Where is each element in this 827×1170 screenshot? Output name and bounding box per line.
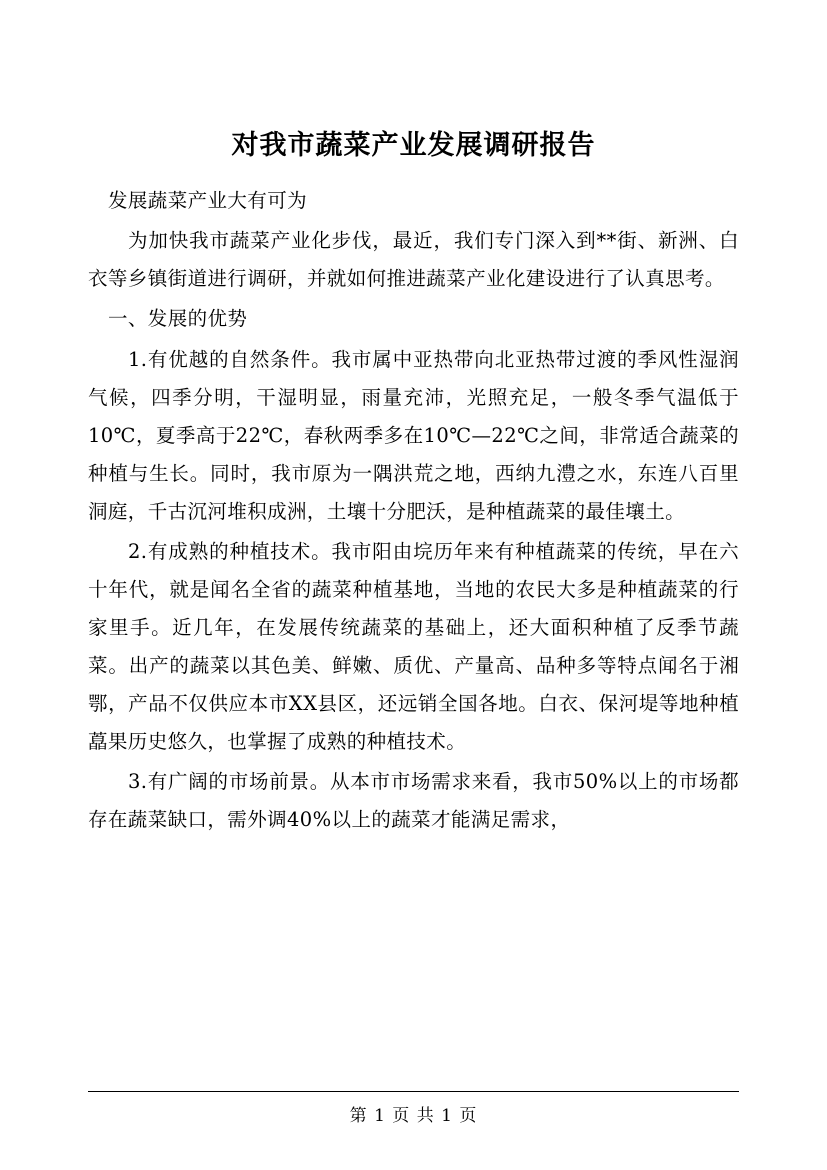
page-number: 第 1 页 共 1 页 [349,1106,478,1126]
page-title: 对我市蔬菜产业发展调研报告 [231,130,596,161]
page-footer [0,1101,827,1126]
paragraph: 2.有成熟的种植技术。我市阳由垸历年来有种植蔬菜的传统，早在六十年代，就是闻名全省的蔬菜种植基地，当地的农民大多是种植蔬菜的行家里手。近几年，在发展传统蔬菜的基础上，还大面积种植了反季节蔬菜。出产的蔬菜以其色美、鲜嫩、质优、产量高、品种多等特点闻名于湘鄂，产品不仅供应本市XX县区，还远销全国各地。白衣、保河堤等地种植藠果历史悠久，也掌握了成熟的种植技术。 [88,539,739,753]
paragraph: 3.有广阔的市场前景。从本市市场需求来看，我市50%以上的市场都存在蔬菜缺口，需外调40%以上的蔬菜才能满足需求， [88,769,739,831]
footer-divider [88,1091,739,1092]
paragraph: 发展蔬菜产业大有可为 [108,189,308,213]
section-heading: 一、发展的优势 [108,307,248,331]
paragraph: 1.有优越的自然条件。我市属中亚热带向北亚热带过渡的季风性湿润气候，四季分明，干湿明显，雨量充沛，光照充足，一般冬季气温低于10℃，夏季高于22℃，春秋两季多在10℃—22℃之间，非常适合蔬菜的种植与生长。同时，我市原为一隅洪荒之地，西纳九澧之水，东连八百里洞庭，千古沉河堆积成洲，土壤十分肥沃，是种植蔬菜的最佳壤土。 [88,347,739,523]
paragraph: 为加快我市蔬菜产业化步伐，最近，我们专门深入到**街、新洲、白衣等乡镇街道进行调研，并就如何推进蔬菜产业化建设进行了认真思考。 [88,229,739,291]
